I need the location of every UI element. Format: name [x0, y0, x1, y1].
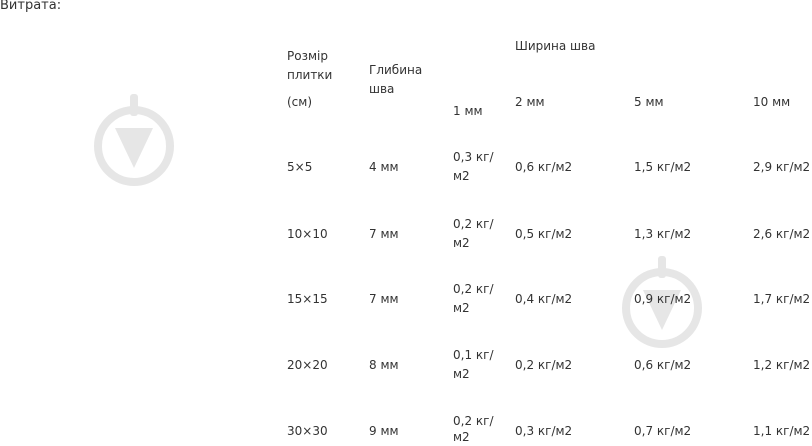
row-width-2mm: 0,4 кг/м2 — [515, 292, 573, 306]
row-tile-size: 5×5 — [287, 160, 313, 174]
row-width-1mm-line1: 0,1 кг/ — [453, 348, 494, 362]
row-width-1mm-line2: м2 — [453, 169, 470, 183]
row-joint-depth: 7 мм — [369, 292, 399, 306]
header-width-group: Ширина шва — [515, 39, 596, 53]
row-width-2mm: 0,6 кг/м2 — [515, 160, 573, 174]
row-width-2mm: 0,5 кг/м2 — [515, 227, 573, 241]
header-depth-line2: шва — [369, 82, 395, 96]
row-tile-size: 15×15 — [287, 292, 328, 306]
row-width-1mm-line2: м2 — [453, 301, 470, 315]
row-width-2mm: 0,3 кг/м2 — [515, 424, 573, 438]
row-width-10mm: 1,1 кг/м2 — [753, 424, 811, 438]
row-width-1mm-line2: м2 — [453, 236, 470, 250]
row-width-5mm: 1,5 кг/м2 — [634, 160, 692, 174]
row-width-5mm: 1,3 кг/м2 — [634, 227, 692, 241]
row-width-5mm: 0,6 кг/м2 — [634, 358, 692, 372]
row-tile-size: 30×30 — [287, 424, 328, 438]
row-tile-size: 10×10 — [287, 227, 328, 241]
header-tile-size-line1: Розмір — [287, 49, 328, 63]
row-width-2mm: 0,2 кг/м2 — [515, 358, 573, 372]
row-joint-depth: 4 мм — [369, 160, 399, 174]
header-width-10mm: 10 мм — [753, 95, 791, 109]
header-tile-size-unit: (см) — [287, 95, 313, 109]
row-joint-depth: 7 мм — [369, 227, 399, 241]
row-width-10mm: 2,6 кг/м2 — [753, 227, 811, 241]
page-heading: Витрата: — [0, 0, 62, 13]
row-joint-depth: 8 мм — [369, 358, 399, 372]
header-width-2mm: 2 мм — [515, 95, 545, 109]
header-width-5mm: 5 мм — [634, 95, 664, 109]
header-tile-size-line2: плитки — [287, 68, 333, 82]
trowel-watermark-icon — [92, 92, 176, 192]
header-width-1mm: 1 мм — [453, 104, 483, 118]
header-depth-line1: Глибина — [369, 63, 423, 77]
row-tile-size: 20×20 — [287, 358, 328, 372]
row-width-10mm: 2,9 кг/м2 — [753, 160, 811, 174]
row-width-5mm: 0,7 кг/м2 — [634, 424, 692, 438]
row-width-1mm-line2: м2 — [453, 430, 470, 444]
row-width-1mm-line1: 0,2 кг/ — [453, 217, 494, 231]
row-width-10mm: 1,7 кг/м2 — [753, 292, 811, 306]
row-width-1mm-line1: 0,2 кг/ — [453, 414, 494, 428]
row-width-1mm-line1: 0,3 кг/ — [453, 150, 494, 164]
row-width-5mm: 0,9 кг/м2 — [634, 292, 692, 306]
row-joint-depth: 9 мм — [369, 424, 399, 438]
row-width-1mm-line2: м2 — [453, 367, 470, 381]
row-width-10mm: 1,2 кг/м2 — [753, 358, 811, 372]
row-width-1mm-line1: 0,2 кг/ — [453, 282, 494, 296]
